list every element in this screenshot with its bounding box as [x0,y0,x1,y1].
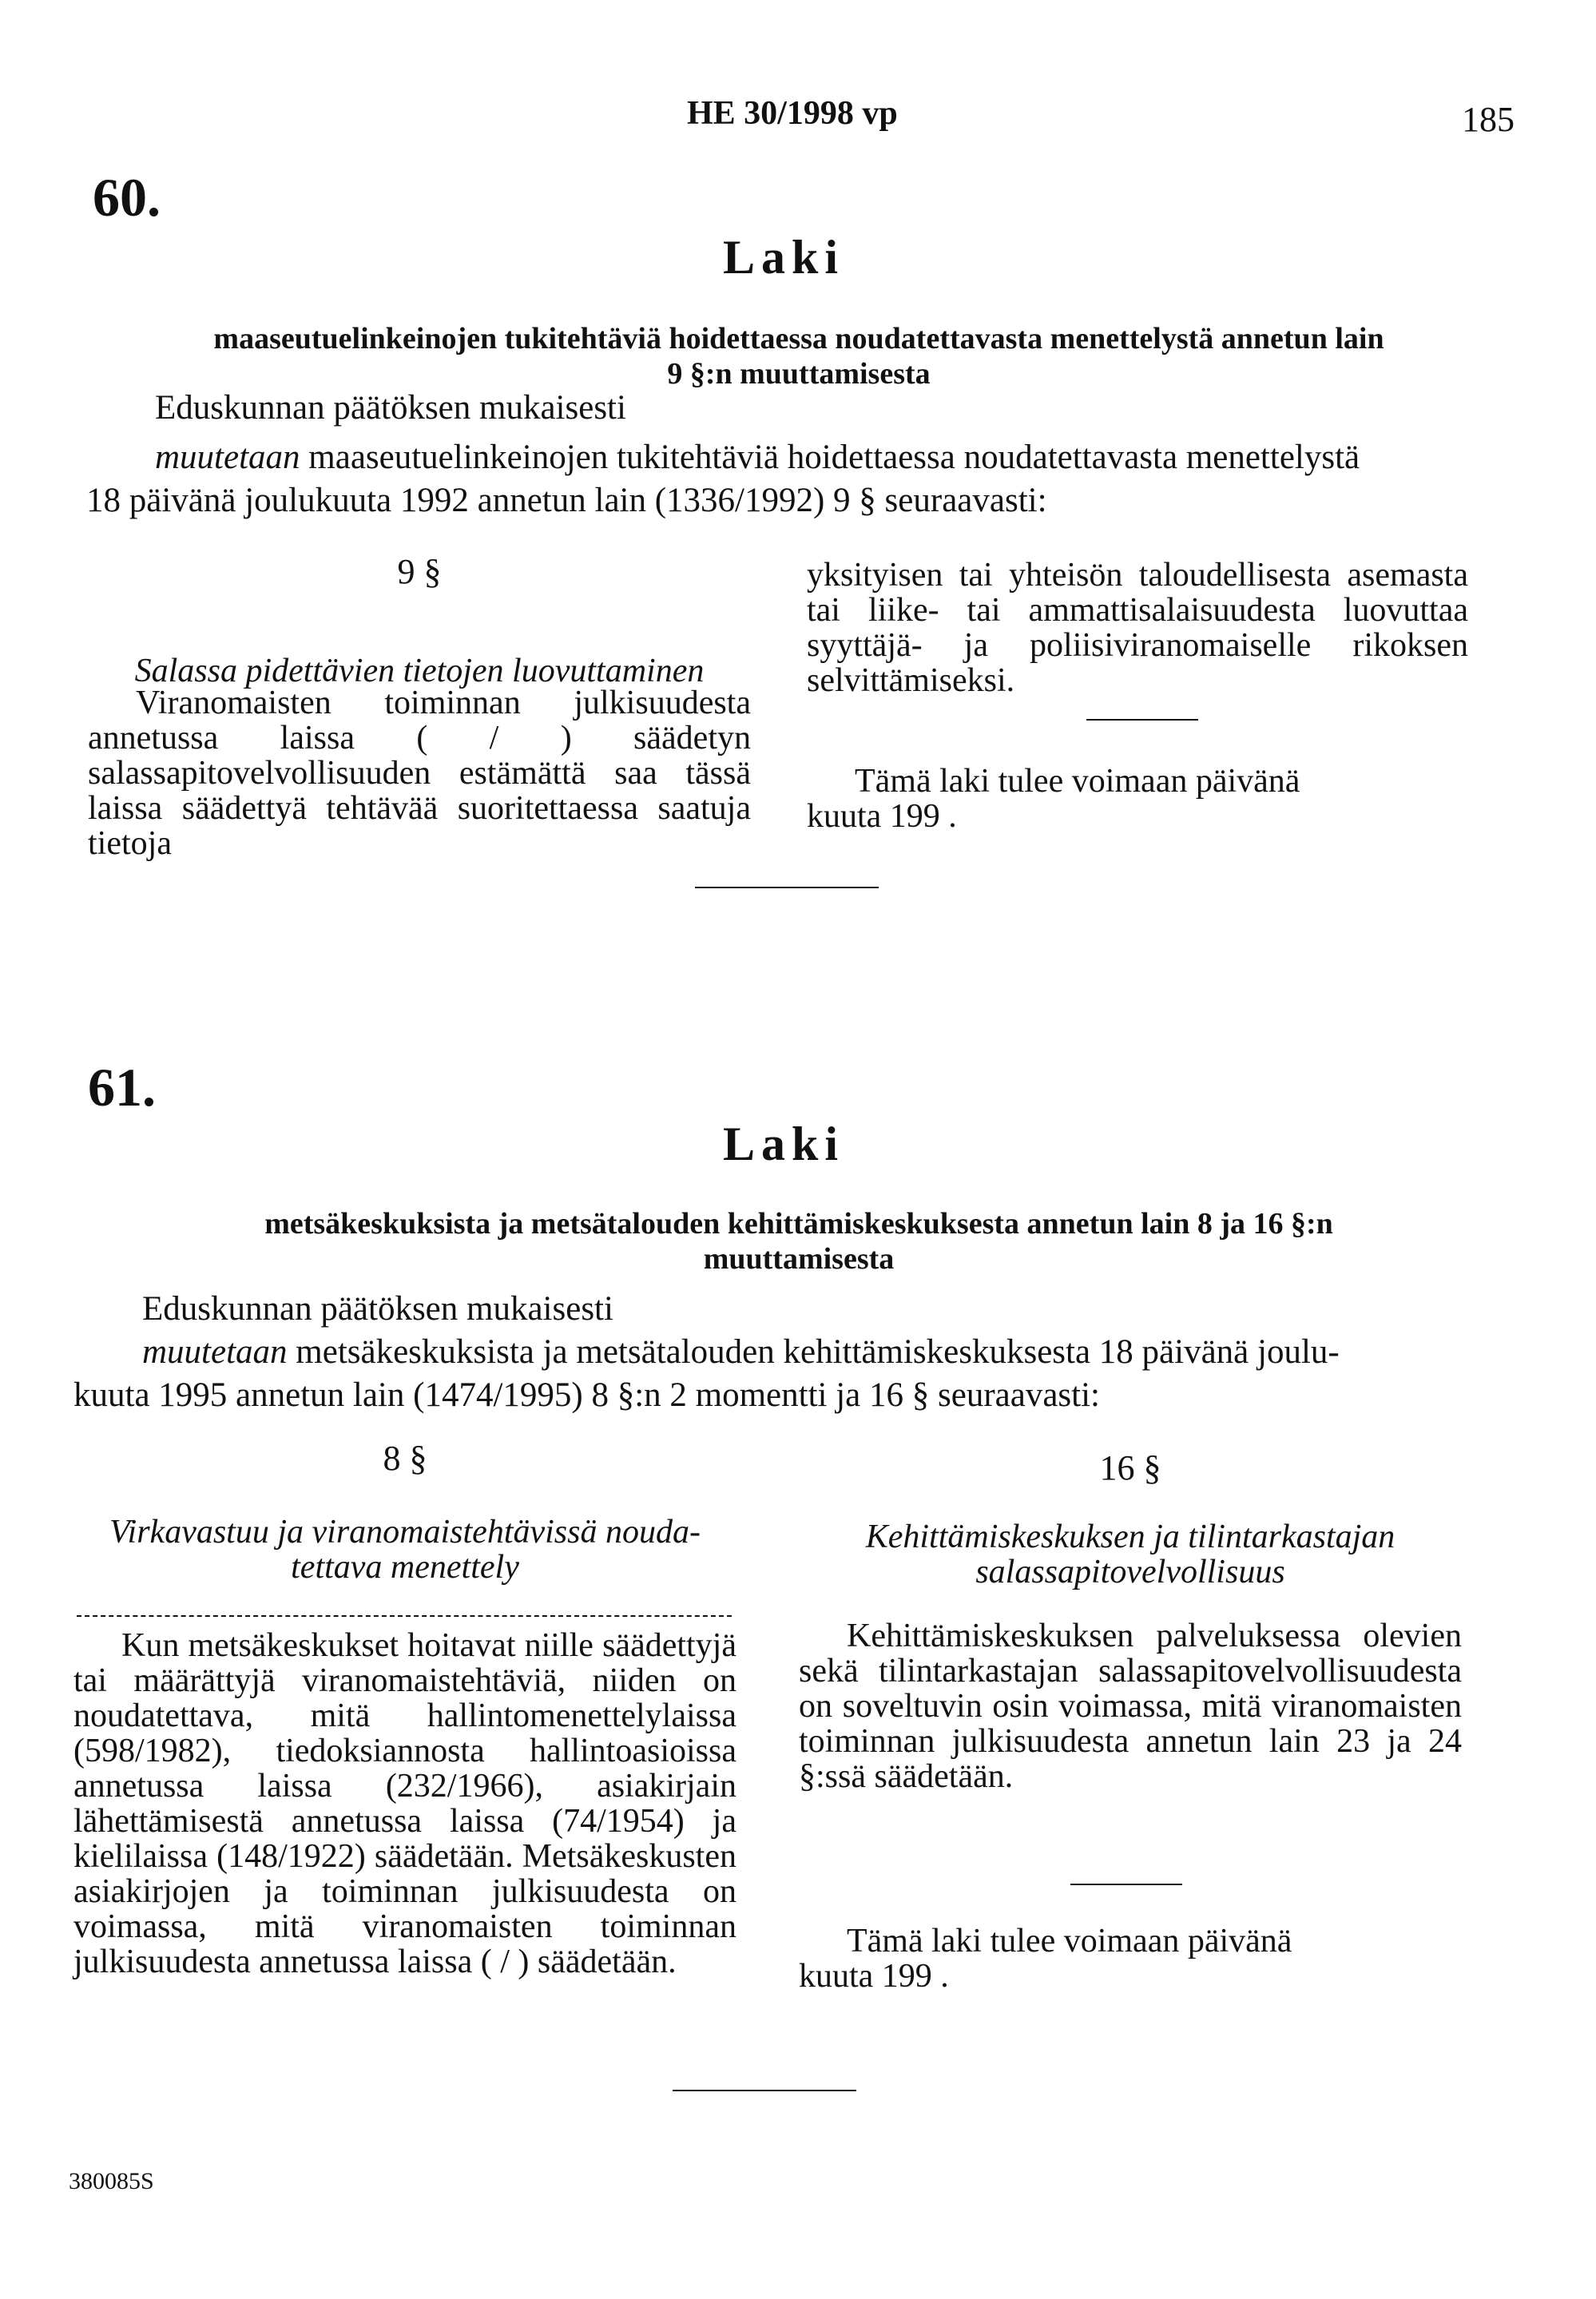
law-61-section8-number: 8 § [383,1439,427,1478]
law-61-section16-heading [799,1519,1462,1590]
law-60-entry-line1: Tämä laki tulee voimaan päivänä [855,763,1300,800]
law-61-amend-line1 [142,1334,1532,1371]
law-60-heading: Laki [723,231,845,284]
law-60-separator [695,887,879,888]
law-61-section16-heading-line1: Kehittämiskeskuksen ja tilintarkastajan [865,1519,1396,1555]
law-61-title-line1: metsäkeskuksista ja metsätalouden kehittämiskeskuksesta annetun lain 8 ja 16 §:n [264,1207,1333,1241]
law-60-right-paragraph: yksityisen tai yhteisön taloudellisesta asemasta tai liike- tai ammattisalaisuudesta luovuttaa syyttäjä- ja poliisiviranomaiselle rikoksen selvittämiseksi. [807,557,1468,699]
law-60-section-number: 9 § [397,552,442,591]
print-code: 380085S [69,2168,154,2194]
law-61-entry-into-force [799,1924,1462,1994]
law-61-enactment: Eduskunnan päätöksen mukaisesti [142,1290,613,1328]
law-61-title-line2: muuttamisesta [703,1242,895,1276]
law-61-amend-word: muutetaan [142,1333,288,1371]
law-61-title [88,1206,1510,1277]
law-60-entry-into-force [807,764,1468,834]
law-61-number: 61. [88,1057,156,1118]
law-61-section8-heading [73,1515,736,1585]
law-61-separator [673,2090,856,2091]
law-60-amend-line1 [155,439,1529,476]
law-60-entry-line2: kuuta 199 . [807,798,957,835]
law-60-number: 60. [93,167,161,228]
law-60-title-line2: 9 §:n muuttamisesta [667,357,931,391]
law-60-amend-rest: maaseutuelinkeinojen tukitehtäviä hoidettaessa noudatettavasta menettelystä [300,439,1360,476]
law-61-section16-paragraph: Kehittämiskeskuksen palveluksessa olevien sekä tilintarkastajan salassapitovelvollisuudesta on soveltuvin osin voimassa, mitä viranomaisten toiminnan julkisuudesta annetun lain 23 ja 24 §:ssä säädetään. [799,1618,1462,1795]
law-61-section8-heading-line1: Virkavastuu ja viranomaistehtävissä nouda- [109,1514,701,1551]
law-61-amend-line2: kuuta 1995 annetun lain (1474/1995) 8 §:n 2 momentti ja 16 § seuraavasti: [73,1376,1100,1414]
law-60-amend-word: muutetaan [155,439,300,476]
law-61-section16-heading-line2: salassapitovelvollisuus [975,1554,1285,1590]
running-title: HE 30/1998 vp [687,95,898,132]
law-60-section-heading: Salassa pidettävien tietojen luovuttaminen [134,653,705,689]
law-60-enactment: Eduskunnan päätöksen mukaisesti [155,389,626,427]
law-61-section8-paragraph: Kun metsäkeskukset hoitavat niille säädettyjä tai määrättyjä viranomaistehtäviä, niiden on noudatettava, mitä hallintomenettelylaissa (598/1982), tiedoksiannosta hallintoasioissa annetussa laissa (232/1966), asiakirjain lähettämisestä annetussa laissa (74/1954) ja kielilaissa (148/1922) säädetään. Metsäkeskusten asiakirjojen ja toiminnan julkisuudesta on voimassa, mitä viranomaisten toiminnan julkisuudesta annetussa laissa ( / ) säädetään. [73,1627,736,1980]
law-60-amend-line2: 18 päivänä joulukuuta 1992 annetun lain (1336/1992) 9 § seuraavasti: [86,482,1047,519]
law-61-section8-heading-line2: tettava menettely [291,1549,519,1586]
law-60-title-line1: maaseutuelinkeinojen tukitehtäviä hoidettaessa noudatettavasta menettelystä annetun lain [213,322,1384,355]
law-61-section8-omission-dashes [77,1615,732,1617]
law-61-section16-number: 16 § [1099,1448,1161,1487]
law-60-title [88,321,1510,391]
law-61-entry-line1: Tämä laki tulee voimaan päivänä [847,1923,1292,1960]
page-number: 185 [1462,100,1515,139]
law-61-heading: Laki [723,1118,845,1170]
law-60-left-paragraph: Viranomaisten toiminnan julkisuudesta annetussa laissa ( / ) säädetyn salassapitovelvollisuuden estämättä saa tässä laissa säädettyä tehtävää suoritettaessa saatuja tietoja [88,685,751,862]
law-61-entry-line2: kuuta 199 . [799,1958,949,1995]
law-61-amend-rest: metsäkeskuksista ja metsätalouden kehittämiskeskuksesta 18 päivänä joulu- [287,1333,1340,1371]
law-60-end-rule [1086,719,1198,721]
law-61-end-rule [1070,1884,1182,1885]
